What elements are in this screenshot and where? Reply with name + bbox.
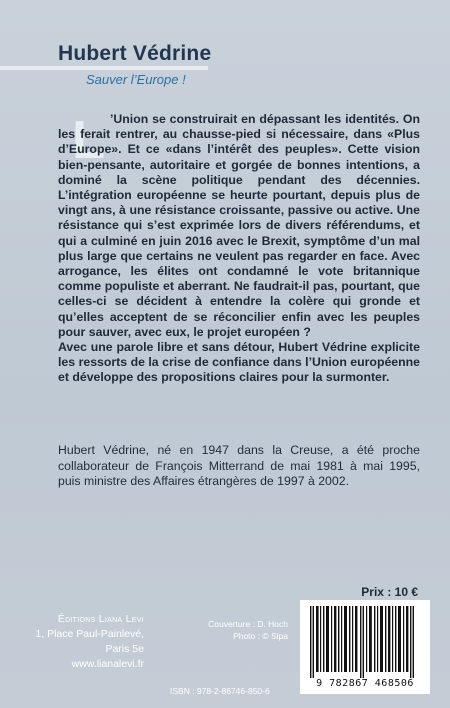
- author-name: Hubert Védrine: [58, 42, 212, 65]
- publisher-address-1: 1, Place Paul-Painlevé,: [35, 628, 144, 640]
- author-bio: [58, 443, 420, 490]
- photo-credits: [180, 618, 288, 642]
- photo-credit: Photo : © Sipa: [233, 631, 288, 641]
- dropcap-glyph: L: [72, 112, 105, 164]
- barcode-bars: [300, 600, 430, 680]
- barcode: [300, 600, 430, 694]
- price-label: Prix : 10 €: [361, 585, 418, 599]
- author-bio-text: Hubert Védrine, né en 1947 dans la Creuse, a été proche collaborateur de François Mitterrand de mai 1981 à mai 1995, puis ministre des Affaires étrangères de 1997 à 2002.: [58, 443, 420, 489]
- summary-paragraph-1: ’Union se construirait en dépassant les identités. On les ferait rentrer, au chausse-pied si nécessaire, dans «Plus d’Europe». Et ce «dans l’intérêt des peuples». Cette vision bien-pensante, autoritaire et gorgée de bonnes intentions, a dominé la scène politique pendant des décennies. L’intégration européenne se heurte pourtant, depuis plus de vingt ans, à une résistance croissante, passive ou active. Une résistance qui s’est exprimée lors de divers référendums, et qui a culminé en juin 2016 avec le Brexit, symptôme d’un mal plus large que certains ne veulent pas regarder en face. Avec arrogance, les élites ont condamné le vote britannique comme populiste et aberrant. Ne faudrait-il pas, pourtant, que celles-ci se décident à entendre la colère qui gronde et qu’elles acceptent de se réconcilier enfin avec les peuples pour sauver, avec eux, le projet européen ?: [58, 112, 420, 339]
- summary-text: [58, 112, 420, 386]
- isbn-label: ISBN : 978-2-86746-850-6: [170, 686, 270, 696]
- barcode-digits: 9 782867 468506: [316, 678, 414, 689]
- top-divider-right: [190, 66, 208, 70]
- cover-credit: Couverture : D. Hoch: [208, 619, 288, 629]
- summary-paragraph-2: Avec une parole libre et sans détour, Hubert Védrine explicite les ressorts de la crise de confiance dans l’Union européenne et développe des propositions claires pour la surmonter.: [58, 340, 420, 385]
- publisher-block: [24, 612, 144, 672]
- publisher-name: Éditions Liana Levi: [57, 613, 144, 625]
- top-divider: [0, 66, 190, 70]
- publisher-address-2: Paris 5e: [105, 643, 144, 655]
- book-subtitle: Sauver l’Europe !: [86, 72, 186, 87]
- publisher-website: www.lianalevi.fr: [71, 658, 144, 670]
